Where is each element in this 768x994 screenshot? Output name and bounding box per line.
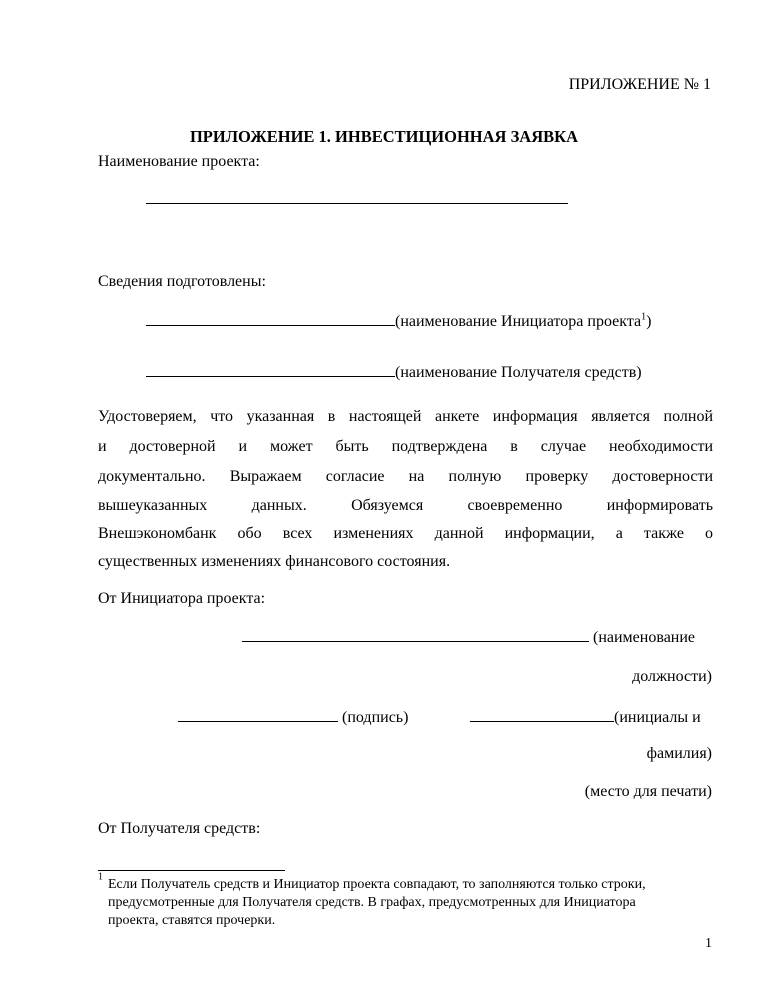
certification-line: вышеуказанных данных. Обязуемся своевременно информировать bbox=[98, 497, 713, 514]
footnote-text-line: Если Получатель средств и Инициатор проекта совпадают, то заполняются только строки, bbox=[108, 877, 646, 892]
initiator-caption-close: ) bbox=[646, 313, 652, 330]
recipient-name-blank-line bbox=[146, 376, 395, 377]
footnote-text-line: предусмотренные для Получателя средств. В графах, предусмотренных для Инициатора bbox=[108, 895, 636, 910]
recipient-sign-label: От Получателя средств: bbox=[98, 820, 261, 837]
certification-line: и достоверной и может быть подтверждена в случае необходимости bbox=[98, 438, 713, 455]
stamp-caption: (место для печати) bbox=[584, 783, 712, 800]
certification-line: Внешэкономбанк обо всех изменениях данной информации, а также о bbox=[98, 525, 713, 542]
appendix-number: ПРИЛОЖЕНИЕ № 1 bbox=[568, 76, 711, 93]
certification-line: документально. Выражаем согласие на полную проверку достоверности bbox=[98, 468, 713, 485]
document-title: ПРИЛОЖЕНИЕ 1. ИНВЕСТИЦИОННАЯ ЗАЯВКА bbox=[189, 127, 579, 146]
initiator-name-blank-line bbox=[146, 325, 395, 326]
initials-caption: (инициалы и bbox=[614, 709, 701, 726]
signature-caption: (подпись) bbox=[342, 709, 409, 726]
project-name-blank-line bbox=[146, 203, 568, 204]
initiator-sign-label: От Инициатора проекта: bbox=[98, 590, 266, 607]
project-name-label: Наименование проекта: bbox=[98, 153, 260, 170]
page-number: 1 bbox=[705, 936, 712, 951]
footnote-number: 1 bbox=[98, 871, 103, 883]
footnote-reference: 1 bbox=[641, 311, 647, 323]
initiator-name-caption: (наименование Инициатора проекта bbox=[395, 313, 642, 330]
position-caption: (наименование bbox=[593, 629, 696, 646]
recipient-name-caption: (наименование Получателя средств) bbox=[395, 364, 642, 381]
footnote-text-line: проекта, ставятся прочерки. bbox=[108, 913, 276, 928]
position-row bbox=[242, 629, 695, 647]
certification-line: существенных изменениях финансового состояния. bbox=[98, 553, 451, 570]
footnote-mark bbox=[98, 871, 103, 890]
initials-blank-line bbox=[470, 721, 614, 722]
initiator-name-row bbox=[146, 313, 651, 331]
initials-caption-continued: фамилия) bbox=[646, 745, 712, 762]
prepared-by-label: Сведения подготовлены: bbox=[98, 273, 266, 290]
position-blank-line bbox=[242, 641, 589, 642]
signature-blank-line bbox=[178, 721, 338, 722]
certification-line: Удостоверяем, что указанная в настоящей анкете информация является полной bbox=[98, 408, 713, 425]
position-caption-continued: должности) bbox=[632, 668, 712, 685]
signature-row bbox=[178, 709, 408, 727]
footnote-separator bbox=[98, 870, 285, 871]
recipient-name-row bbox=[146, 364, 642, 382]
initials-row bbox=[470, 709, 701, 727]
